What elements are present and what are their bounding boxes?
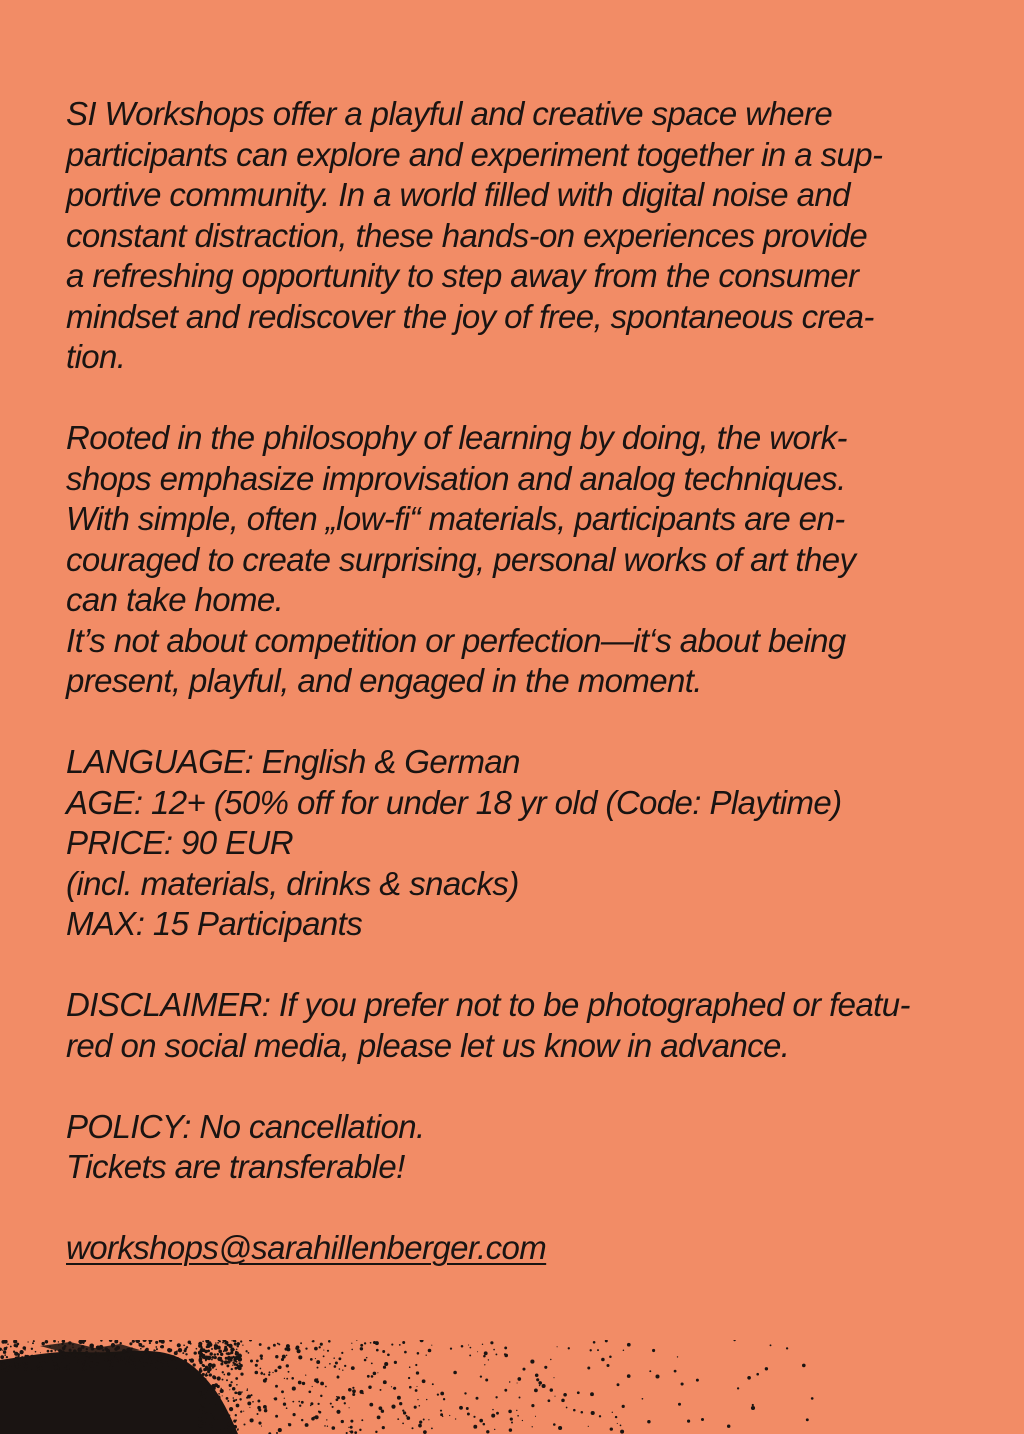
intro-line: tion. — [66, 338, 126, 375]
philosophy-line: couraged to create surprising, personal works of art they — [66, 540, 856, 578]
policy — [66, 1107, 986, 1188]
age-info: AGE: 12+ (50% off for under 18 yr old (Code: Playtime) — [66, 783, 842, 821]
philosophy-line: With simple, often „low-fi“ materials, participants are en- — [66, 500, 845, 537]
price-note: (incl. materials, drinks & snacks) — [66, 864, 519, 902]
philosophy-paragraph — [66, 418, 986, 702]
intro-line: portive community. In a world filled with digital noise and — [66, 176, 850, 213]
disclaimer-line: DISCLAIMER: If you prefer not to be photographed or featu- — [66, 986, 910, 1023]
intro-line: constant distraction, these hands-on experiences provide — [66, 216, 868, 254]
philosophy-line: shops emphasize improvisation and analog techniques. — [66, 459, 846, 497]
intro-line: SI Workshops offer a playful and creative space where — [66, 95, 833, 132]
philosophy-line: It’s not about competition or perfection—it‘s about being — [66, 621, 846, 659]
intro-paragraph — [66, 94, 986, 378]
intro-line: participants can explore and experiment together in a sup- — [66, 135, 883, 173]
philosophy-line: can take home. — [66, 581, 284, 618]
workshop-details — [66, 742, 986, 945]
policy-line: POLICY: No cancellation. — [66, 1107, 425, 1145]
grunge-texture — [0, 1340, 1024, 1434]
intro-line: a refreshing opportunity to step away from the consumer — [66, 257, 859, 294]
philosophy-line: Rooted in the philosophy of learning by doing, the work- — [66, 419, 847, 456]
disclaimer-line: red on social media, please let us know in advance. — [66, 1026, 790, 1064]
contact-email-link[interactable]: workshops@sarahillenberger.com — [66, 1229, 547, 1266]
disclaimer — [66, 985, 986, 1066]
intro-line: mindset and rediscover the joy of free, spontaneous crea- — [66, 297, 874, 335]
flyer-text — [66, 94, 986, 1269]
policy-line: Tickets are transferable! — [66, 1148, 405, 1185]
philosophy-line: present, playful, and engaged in the moment. — [66, 662, 702, 699]
language-info: LANGUAGE: English & German — [66, 743, 520, 780]
max-participants-info: MAX: 15 Participants — [66, 905, 363, 942]
price-info: PRICE: 90 EUR — [66, 824, 293, 861]
